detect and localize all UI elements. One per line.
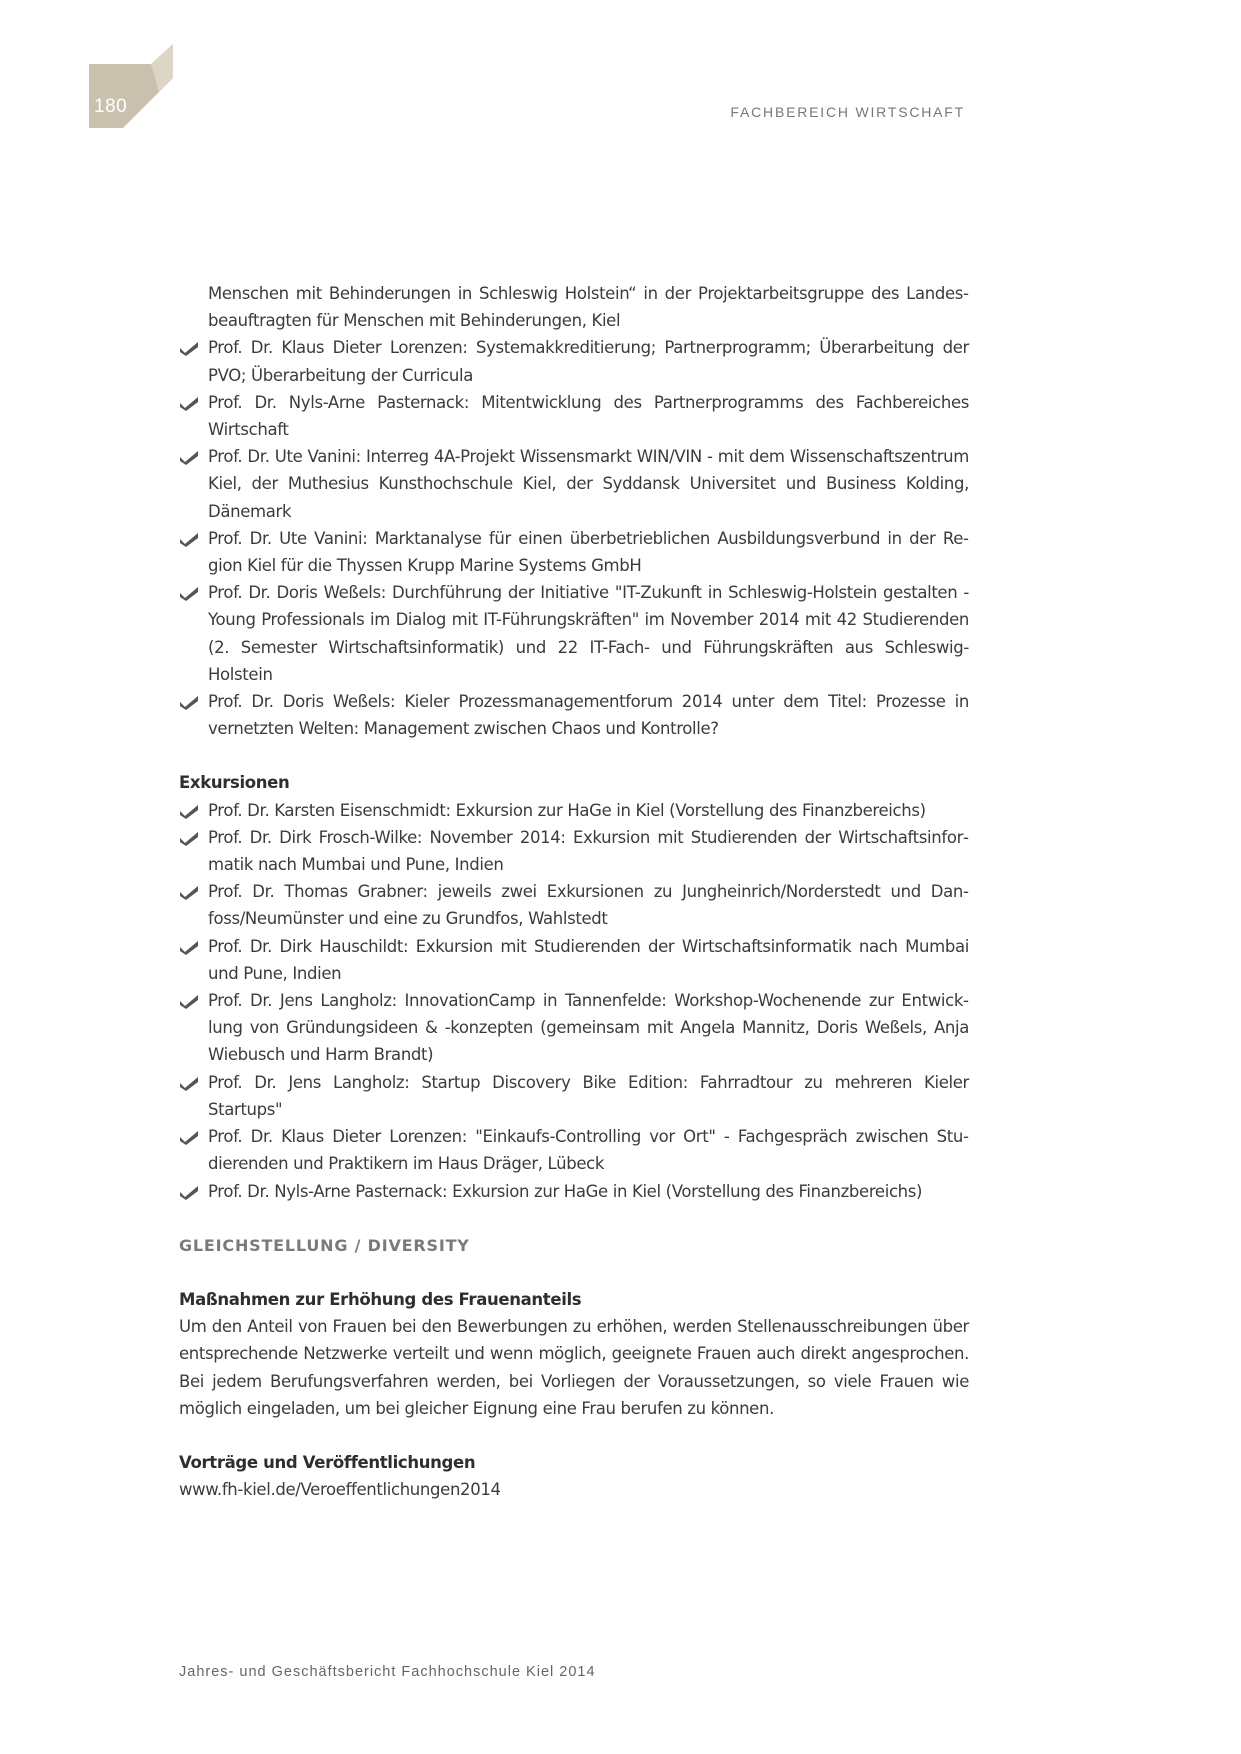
section-header: FACHBEREICH WIRTSCHAFT [730,104,965,120]
list-item: Prof. Dr. Nyls-Arne Pasternack: Exkursion zur HaGe in Kiel (Vorstellung des Finanzbereichs) [179,1178,969,1205]
exkursionen-heading: Exkursionen [179,773,290,793]
exkursionen-list [179,797,969,1205]
pencil-check-icon [179,1184,199,1200]
list-item: Prof. Dr. Doris Weßels: Durchführung der Initiative "IT-Zukunft in Schleswig-Holstein gestalten - Young Professionals im Dialog mit IT-Führungskräften" im November 2014 mit 42 Studierenden (2. Semester Wirtschaftsinformatik) und 22 IT-Fach- und Führungskräften aus Schleswig-Holstein [179,579,969,688]
pencil-check-icon [179,694,199,710]
list-item: Prof. Dr. Klaus Dieter Lorenzen: Systemakkreditierung; Partnerprogramm; Überarbeitung der PVO; Überarbeitung der Curricula [179,334,969,388]
list-item: Prof. Dr. Dirk Frosch-Wilke: November 2014: Exkursion mit Studierenden der Wirtschaftsinformatik nach Mumbai und Pune, Indien [179,824,969,878]
page-footer: Jahres- und Geschäftsbericht Fachhochschule Kiel 2014 [179,1664,596,1680]
projects-list [179,334,969,742]
pencil-check-icon [179,449,199,465]
pencil-check-icon [179,585,199,601]
pencil-check-icon [179,939,199,955]
pencil-check-icon [179,830,199,846]
main-content [179,280,969,1503]
pencil-check-icon [179,1129,199,1145]
pencil-check-icon [179,993,199,1009]
publications-link[interactable]: www.fh-kiel.de/Veroeffentlichungen2014 [179,1480,501,1500]
frauenanteil-paragraph: Um den Anteil von Frauen bei den Bewerbungen zu erhöhen, werden Stellenausschreibungen über entsprechende Netzwerke verteilt und wenn möglich, geeignete Frauen auch direkt angesprochen. Bei jedem Berufungsverfahren werden, bei Vorliegen der Voraussetzungen, so viele Frauen wie möglich eingeladen, um bei gleicher Eignung eine Frau berufen zu können. [179,1317,969,1418]
frauenanteil-subheading: Maßnahmen zur Erhöhung des Frauenanteils [179,1289,582,1309]
pencil-check-icon [179,395,199,411]
continued-list-item: Menschen mit Behinderungen in Schleswig Holstein“ in der Projektarbeitsgruppe des Landesbeauftragten für Menschen mit Behinderungen, Kiel [208,284,969,331]
pencil-check-icon [179,531,199,547]
list-item: Prof. Dr. Klaus Dieter Lorenzen: "Einkaufs-Controlling vor Ort" - Fachgespräch zwischen Studierenden und Praktikern im Haus Dräger, Lübeck [179,1123,969,1177]
gleichstellung-heading: GLEICHSTELLUNG / DIVERSITY [179,1235,470,1255]
vortraege-heading: Vorträge und Veröffentlichungen [179,1452,476,1472]
list-item: Prof. Dr. Ute Vanini: Marktanalyse für einen überbetrieblichen Ausbildungsverbund in der Region Kiel für die Thyssen Krupp Marine Systems GmbH [179,525,969,579]
list-item: Prof. Dr. Ute Vanini: Interreg 4A-Projekt Wissensmarkt WIN/VIN - mit dem Wissenschaftszentrum Kiel, der Muthesius Kunsthochschule Kiel, der Syddansk Universitet und Business Kolding, Dänemark [179,443,969,525]
list-item: Prof. Dr. Jens Langholz: InnovationCamp in Tannenfelde: Workshop-Wochenende zur Entwicklung von Gründungsideen & -konzepten (gemeinsam mit Angela Mannitz, Doris Weßels, Anja Wiebusch und Harm Brandt) [179,987,969,1069]
list-item: Prof. Dr. Thomas Grabner: jeweils zwei Exkursionen zu Jungheinrich/Norderstedt und Danfoss/Neumünster und eine zu Grundfos, Wahlstedt [179,878,969,932]
page-number: 180 [94,96,128,117]
list-item: Prof. Dr. Nyls-Arne Pasternack: Mitentwicklung des Partnerprogramms des Fachbereiches Wirtschaft [179,389,969,443]
list-item: Prof. Dr. Dirk Hauschildt: Exkursion mit Studierenden der Wirtschaftsinformatik nach Mumbai und Pune, Indien [179,933,969,987]
pencil-check-icon [179,803,199,819]
list-item: Prof. Dr. Jens Langholz: Startup Discovery Bike Edition: Fahrradtour zu mehreren Kieler Startups" [179,1069,969,1123]
list-item: Prof. Dr. Doris Weßels: Kieler Prozessmanagementforum 2014 unter dem Titel: Prozesse in vernetzten Welten: Management zwischen Chaos und Kontrolle? [179,688,969,742]
pencil-check-icon [179,340,199,356]
pencil-check-icon [179,1075,199,1091]
list-item: Prof. Dr. Karsten Eisenschmidt: Exkursion zur HaGe in Kiel (Vorstellung des Finanzbereichs) [179,797,969,824]
pencil-check-icon [179,884,199,900]
